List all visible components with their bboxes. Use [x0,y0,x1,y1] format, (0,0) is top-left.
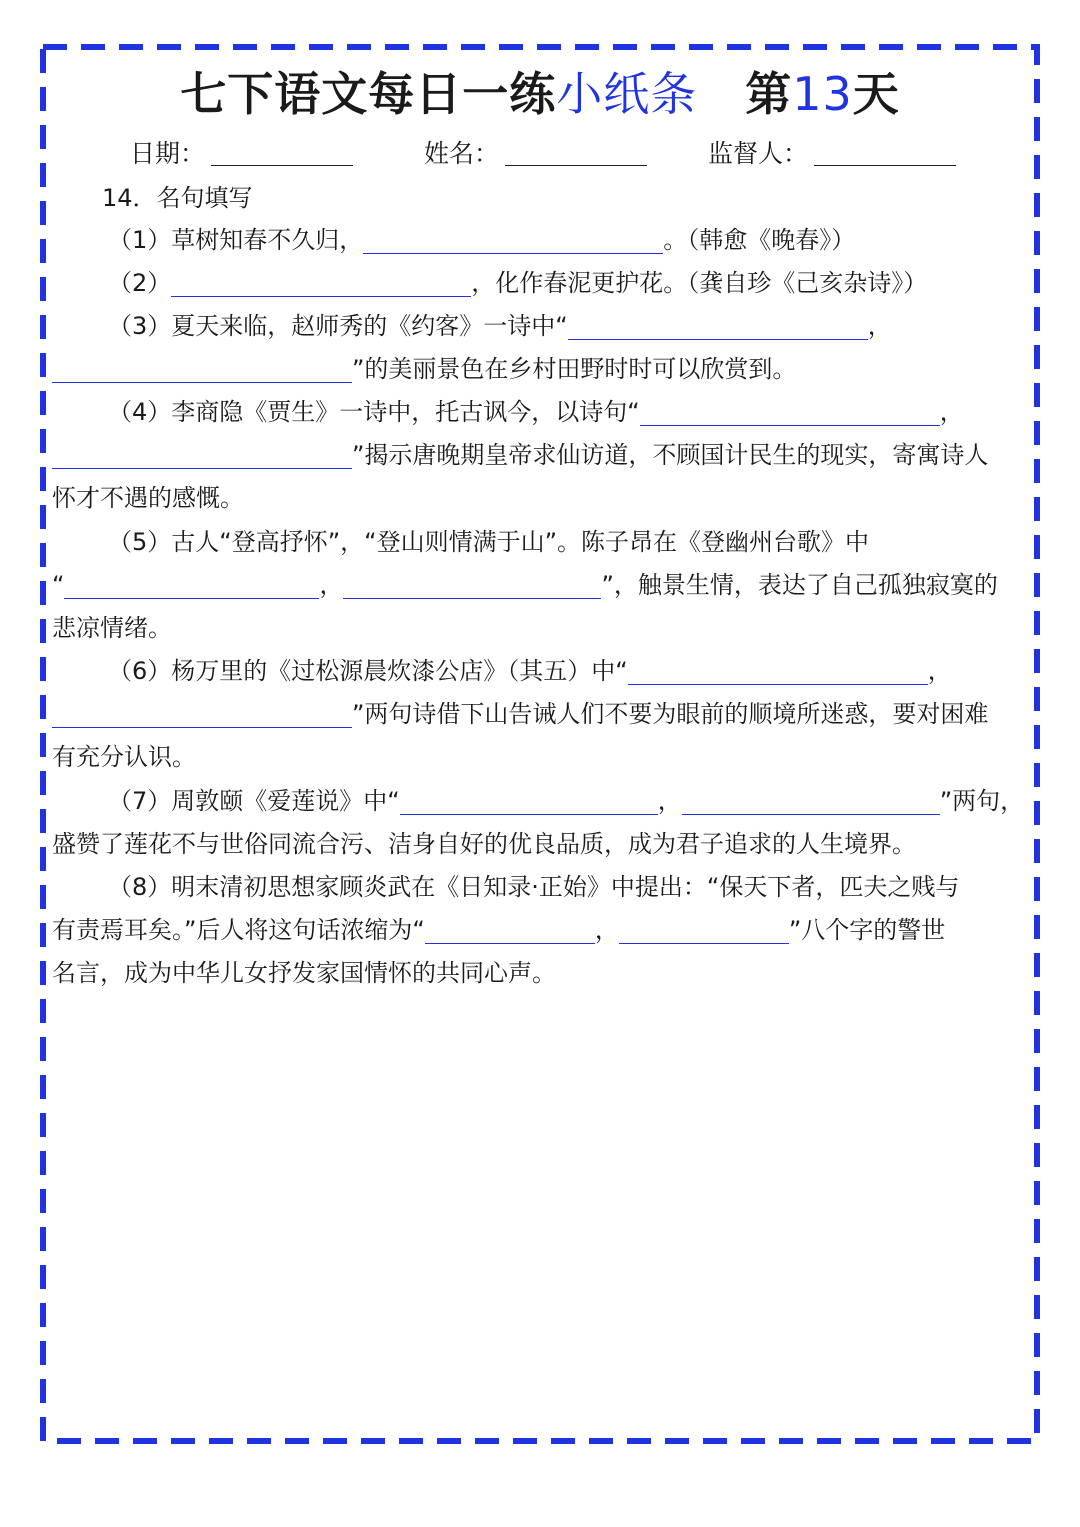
question-5: （5）古人“登高抒怀”，“登山则情满于山”。陈子昂在《登幽州台歌》中 “ ， ”，触景生情，表达了自己孤独寂寞的 悲凉情绪。 [52,528,998,642]
name-field: 姓名： [424,132,647,176]
worksheet-title: 七下语文每日一练小纸条 第13天 [180,67,900,121]
day-number: 13 [792,67,853,121]
header-fields [0,132,1080,176]
question-7: （7）周敦颐《爱莲说》中“ ， ”两句， 盛赞了莲花不与世俗同流合污、洁身自好的优良品质，成为君子追求的人生境界。 [52,780,1032,866]
question-2: （2） ，化作春泥更护花。（龚自珍《己亥杂诗》） [52,262,1032,305]
question-1: （1）草树知春不久归， 。（韩愈《晚春》） [52,219,1032,262]
question-3: （3）夏天来临，赵师秀的《约客》一诗中“ ， ”的美丽景色在乡村田野时时可以欣赏到。 [52,305,1032,391]
supervisor-blank[interactable] [814,137,956,166]
answer-blank[interactable] [52,697,352,728]
answer-blank[interactable] [568,309,868,340]
answer-blank[interactable] [640,395,940,426]
answer-blank[interactable] [52,438,352,469]
answer-blank[interactable] [400,784,658,815]
answer-blank[interactable] [171,266,471,297]
date-field: 日期： [130,132,353,176]
answer-blank[interactable] [619,913,789,944]
name-blank[interactable] [505,137,647,166]
answer-blank[interactable] [363,223,663,254]
answer-blank[interactable] [343,568,601,599]
answer-blank[interactable] [425,913,595,944]
date-blank[interactable] [211,137,353,166]
title-highlight: 小纸条 [556,67,698,121]
question-4: （4）李商隐《贾生》一诗中，托古讽今，以诗句“ ， ”揭示唐晚期皇帝求仙访道，不顾国计民生的现实，寄寓诗人 怀才不遇的感慨。 [52,391,1032,520]
question-6: （6）杨万里的《过松源晨炊漆公店》（其五）中“ ， ”两句诗借下山告诫人们不要为眼前的顺境所迷惑，要对困难 有充分认识。 [52,650,1032,779]
answer-blank[interactable] [64,568,319,599]
answer-blank[interactable] [628,654,928,685]
section-title: 14．名句填写 [102,184,253,212]
answer-blank[interactable] [52,352,352,383]
supervisor-field: 监督人： [708,132,956,176]
answer-blank[interactable] [682,784,940,815]
question-8: （8）明末清初思想家顾炎武在《日知录·正始》中提出：“保天下者，匹夫之贱与 有责焉耳矣。”后人将这句话浓缩为“ ， ”八个字的警世 名言，成为中华儿女抒发家国情怀的共同心声。 [52,873,960,987]
